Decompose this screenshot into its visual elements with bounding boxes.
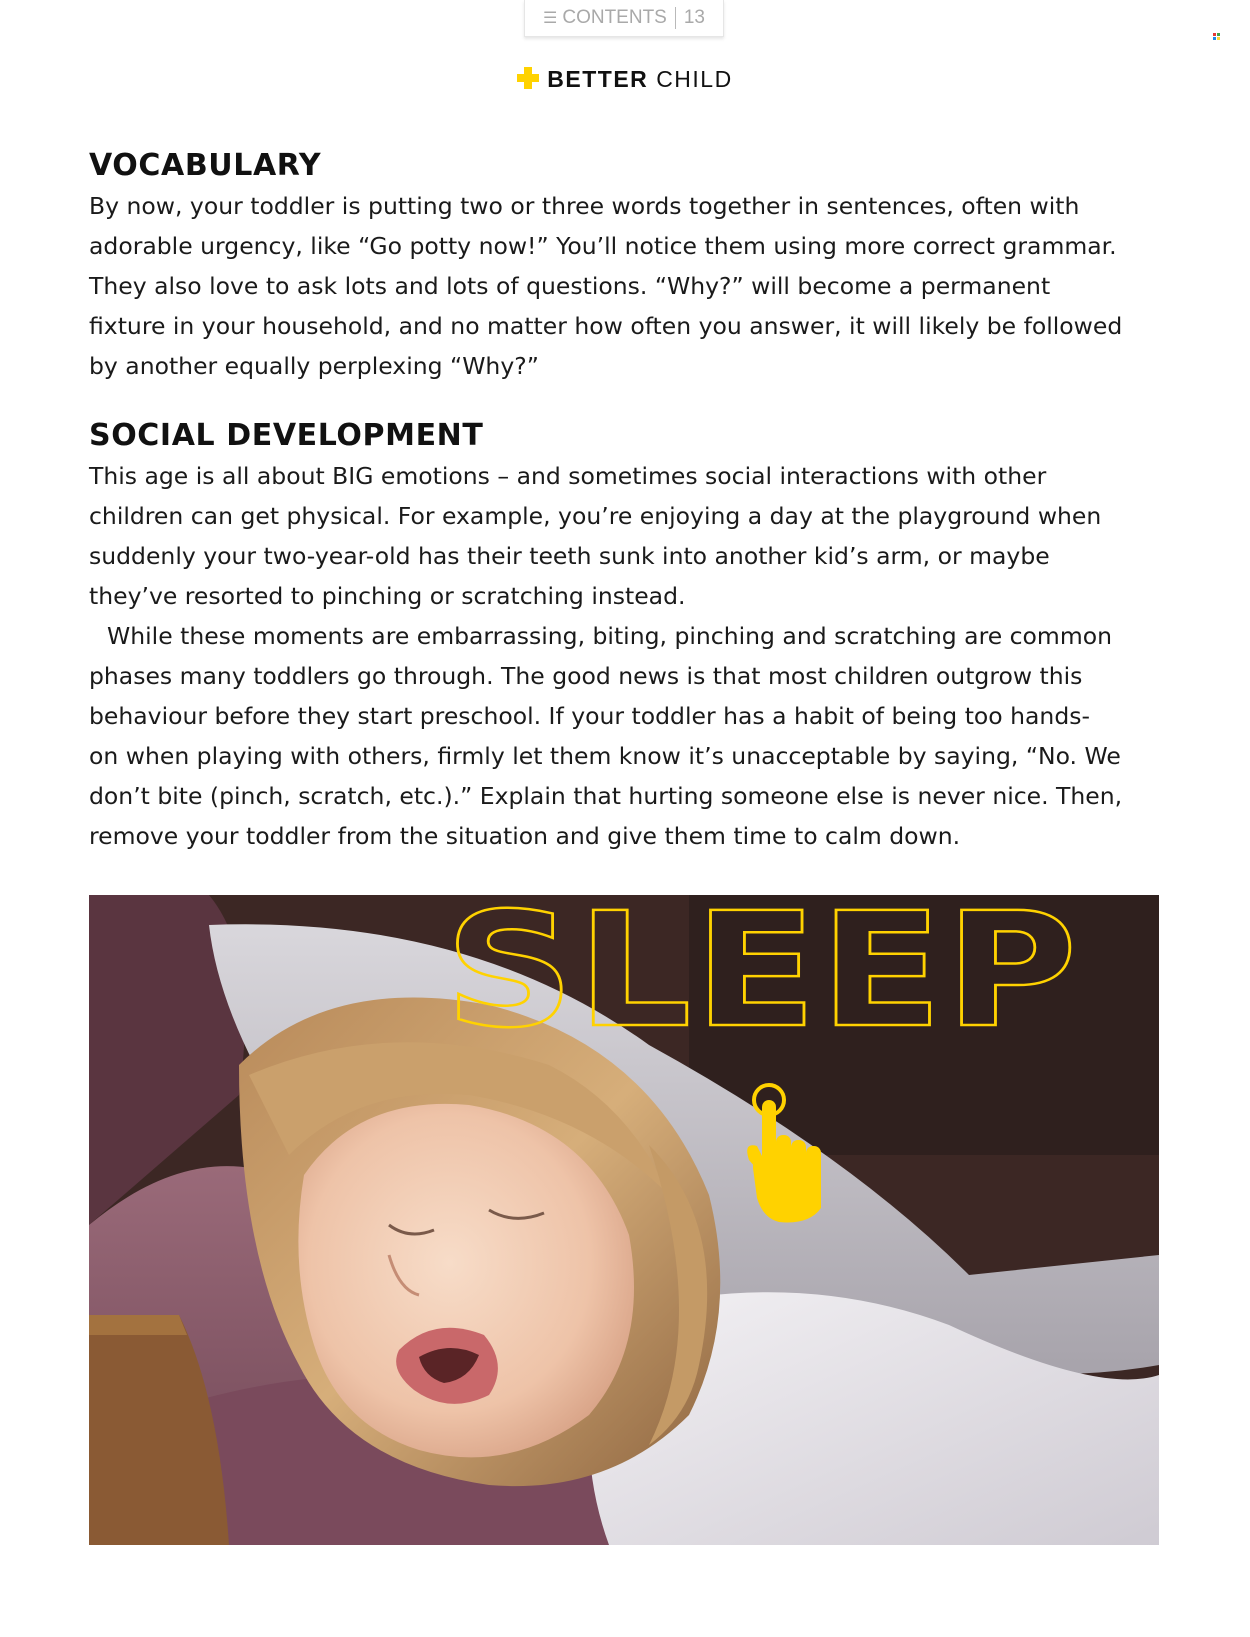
brand-word-better: BETTER [547,66,649,92]
paragraph-vocabulary [89,186,1169,386]
text-line: fixture in your household, and no matter how often you answer, it will likely be followed [89,312,1123,340]
text-line: This age is all about BIG emotions – and sometimes social interactions with other [89,462,1047,490]
sleep-section-link[interactable] [89,895,1159,1545]
text-line: By now, your toddler is putting two or three words together in sentences, often with [89,192,1080,220]
text-line: While these moments are embarrassing, biting, pinching and scratching are common [107,622,1112,650]
text-line: behaviour before they start preschool. If your toddler has a habit of being too hands- [89,702,1090,730]
brand-header [0,66,1250,93]
text-line: on when playing with others, firmly let them know it’s unacceptable by saying, “No. We [89,742,1121,770]
tab-divider [675,7,676,29]
brand-word-child: CHILD [656,66,733,92]
paragraph-social-2 [89,616,1169,856]
corner-color-mark [1213,33,1220,40]
sleeping-toddler-photo [89,895,1159,1545]
text-line: They also love to ask lots and lots of questions. “Why?” will become a permanent [89,272,1051,300]
text-line: children can get physical. For example, you’re enjoying a day at the playground when [89,502,1102,530]
text-line: suddenly your two-year-old has their teeth sunk into another kid’s arm, or maybe [89,542,1050,570]
section-heading-social-development: SOCIAL DEVELOPMENT [89,418,484,453]
article-body [89,146,1169,856]
sleep-title-text: SLEEP [444,895,1080,1063]
text-line: adorable urgency, like “Go potty now!” You’ll notice them using more correct grammar. [89,232,1117,260]
text-line: phases many toddlers go through. The good news is that most children outgrow this [89,662,1083,690]
page-number: 13 [683,7,705,28]
plus-icon [517,67,539,89]
contents-button[interactable] [524,0,724,37]
text-line: by another equally perplexing “Why?” [89,352,539,380]
text-line: remove your toddler from the situation and give them time to calm down. [89,822,961,850]
text-line: don’t bite (pinch, scratch, etc.).” Explain that hurting someone else is never nice. Then, [89,782,1123,810]
section-heading-vocabulary: VOCABULARY [89,148,322,183]
paragraph-social-1 [89,456,1169,616]
text-line: they’ve resorted to pinching or scratching instead. [89,582,686,610]
menu-icon: ☰ [543,10,558,27]
contents-label: CONTENTS [562,7,667,28]
sleep-title [445,895,1080,1063]
